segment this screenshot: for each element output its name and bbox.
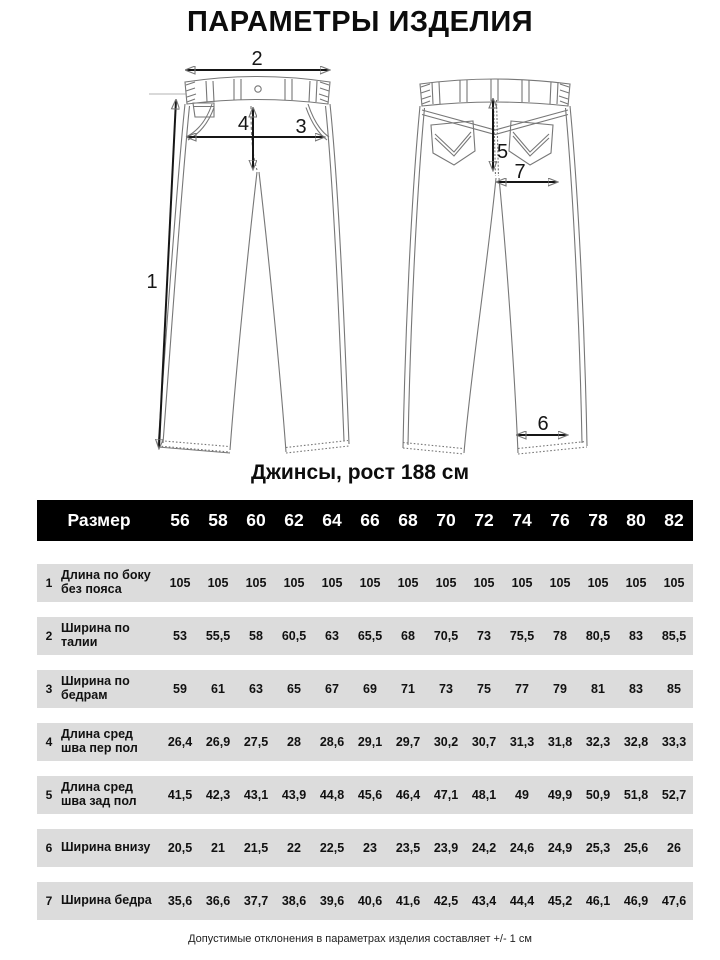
- product-caption: Джинсы, рост 188 см: [251, 461, 469, 484]
- value-cell: 44,4: [509, 894, 535, 908]
- value-cell: 43,1: [243, 788, 269, 802]
- value-cell: 69: [363, 682, 377, 696]
- value-cell: 50,9: [585, 788, 611, 802]
- value-cell: 32,3: [585, 735, 611, 749]
- value-cell: 21: [211, 841, 225, 855]
- value-cell: 75: [477, 682, 491, 696]
- size-header-label: Размер: [67, 510, 131, 530]
- size-header-74: 74: [512, 510, 532, 530]
- size-header-66: 66: [360, 510, 380, 530]
- size-header-72: 72: [474, 510, 494, 530]
- value-cell: 23,5: [395, 841, 421, 855]
- value-cell: 105: [169, 576, 191, 590]
- size-table-row-5: [37, 776, 693, 814]
- value-cell: 63: [249, 682, 263, 696]
- value-cell: 105: [511, 576, 533, 590]
- value-cell: 33,3: [661, 735, 687, 749]
- value-cell: 39,6: [319, 894, 345, 908]
- value-cell: 20,5: [167, 841, 193, 855]
- value-cell: 65,5: [357, 629, 383, 643]
- row-values: [161, 841, 693, 855]
- value-cell: 59: [173, 682, 187, 696]
- value-cell: 105: [435, 576, 457, 590]
- value-cell: 70,5: [433, 629, 459, 643]
- value-cell: 41,6: [395, 894, 421, 908]
- value-cell: 77: [515, 682, 529, 696]
- callout-front-rise: 4: [237, 113, 249, 135]
- value-cell: 60,5: [281, 629, 307, 643]
- size-header-80: 80: [626, 510, 646, 530]
- value-cell: 45,2: [547, 894, 573, 908]
- value-cell: 83: [629, 682, 643, 696]
- size-header-56: 56: [170, 510, 190, 530]
- value-cell: 23,9: [433, 841, 459, 855]
- callout-hip-width: 3: [295, 116, 307, 138]
- row-values: [161, 735, 693, 749]
- value-cell: 105: [207, 576, 229, 590]
- value-cell: 58: [249, 629, 263, 643]
- value-cell: 32,8: [623, 735, 649, 749]
- size-table-header: [37, 500, 693, 541]
- row-values: [161, 576, 693, 590]
- value-cell: 65: [287, 682, 301, 696]
- value-cell: 28,6: [319, 735, 345, 749]
- value-cell: 105: [587, 576, 609, 590]
- value-cell: 71: [401, 682, 415, 696]
- row-label: Ширина внизу: [61, 840, 151, 855]
- value-cell: 25,6: [623, 841, 649, 855]
- size-header-82: 82: [664, 510, 684, 530]
- row-number: 7: [45, 894, 53, 908]
- value-cell: 105: [397, 576, 419, 590]
- value-cell: 22: [287, 841, 301, 855]
- value-cell: 105: [321, 576, 343, 590]
- callout-hem-width: 6: [537, 413, 549, 435]
- value-cell: 36,6: [205, 894, 231, 908]
- value-cell: 24,6: [509, 841, 535, 855]
- size-header-60: 60: [246, 510, 266, 530]
- value-cell: 46,9: [623, 894, 649, 908]
- value-cell: 79: [553, 682, 567, 696]
- value-cell: 41,5: [167, 788, 193, 802]
- size-header-78: 78: [588, 510, 608, 530]
- value-cell: 55,5: [205, 629, 231, 643]
- value-cell: 46,1: [585, 894, 611, 908]
- value-cell: 68: [401, 629, 415, 643]
- value-cell: 26,9: [205, 735, 231, 749]
- size-table-row-4: [37, 723, 693, 761]
- value-cell: 49,9: [547, 788, 573, 802]
- row-label: Длина сред шва пер пол: [61, 727, 138, 755]
- value-cell: 22,5: [319, 841, 345, 855]
- value-cell: 40,6: [357, 894, 383, 908]
- value-cell: 105: [549, 576, 571, 590]
- page-title: ПАРАМЕТРЫ ИЗДЕЛИЯ: [186, 6, 534, 38]
- row-label: Ширина по бедрам: [61, 674, 130, 702]
- value-cell: 83: [629, 629, 643, 643]
- row-number: 1: [45, 576, 53, 590]
- row-number: 6: [45, 841, 53, 855]
- size-header-58: 58: [208, 510, 228, 530]
- value-cell: 105: [359, 576, 381, 590]
- value-cell: 30,2: [433, 735, 459, 749]
- value-cell: 53: [173, 629, 187, 643]
- value-cell: 73: [439, 682, 453, 696]
- jeans-back-view: [403, 79, 587, 454]
- value-cell: 31,8: [547, 735, 573, 749]
- value-cell: 105: [245, 576, 267, 590]
- value-cell: 48,1: [471, 788, 497, 802]
- size-header-64: 64: [322, 510, 342, 530]
- value-cell: 21,5: [243, 841, 269, 855]
- row-values: [161, 894, 693, 908]
- value-cell: 29,7: [395, 735, 421, 749]
- value-cell: 46,4: [395, 788, 421, 802]
- size-table-row-3: [37, 670, 693, 708]
- value-cell: 47,6: [661, 894, 687, 908]
- value-cell: 42,3: [205, 788, 231, 802]
- value-cell: 51,8: [623, 788, 649, 802]
- row-values: [161, 682, 693, 696]
- row-label: Ширина по талии: [61, 621, 130, 649]
- size-table-body: [37, 564, 693, 920]
- size-table-row-7: [37, 882, 693, 920]
- value-cell: 26: [667, 841, 681, 855]
- value-cell: 25,3: [585, 841, 611, 855]
- size-header-columns: [161, 510, 693, 531]
- size-table-row-1: [37, 564, 693, 602]
- jeans-measurement-diagram: [0, 50, 720, 460]
- value-cell: 52,7: [661, 788, 687, 802]
- size-header-62: 62: [284, 510, 304, 530]
- value-cell: 45,6: [357, 788, 383, 802]
- size-table-row-2: [37, 617, 693, 655]
- row-number: 4: [45, 735, 53, 749]
- value-cell: 67: [325, 682, 339, 696]
- size-header-68: 68: [398, 510, 418, 530]
- value-cell: 38,6: [281, 894, 307, 908]
- tolerance-note: Допустимые отклонения в параметрах изделия составляет +/- 1 см: [188, 933, 532, 945]
- value-cell: 23: [363, 841, 377, 855]
- value-cell: 78: [553, 629, 567, 643]
- row-number: 2: [45, 629, 53, 643]
- value-cell: 43,9: [281, 788, 307, 802]
- value-cell: 85,5: [661, 629, 687, 643]
- value-cell: 49: [515, 788, 529, 802]
- value-cell: 47,1: [433, 788, 459, 802]
- size-header-70: 70: [436, 510, 456, 530]
- value-cell: 105: [625, 576, 647, 590]
- row-number: 3: [45, 682, 53, 696]
- callout-back-rise: 5: [497, 141, 509, 163]
- value-cell: 75,5: [509, 629, 535, 643]
- value-cell: 61: [211, 682, 225, 696]
- row-values: [161, 788, 693, 802]
- value-cell: 105: [473, 576, 495, 590]
- row-label: Ширина бедра: [61, 893, 152, 908]
- value-cell: 44,8: [319, 788, 345, 802]
- row-label: Длина сред шва зад пол: [61, 780, 137, 808]
- value-cell: 63: [325, 629, 339, 643]
- callout-side-length: 1: [146, 271, 158, 293]
- row-label: Длина по боку без пояса: [61, 568, 151, 596]
- value-cell: 43,4: [471, 894, 497, 908]
- value-cell: 26,4: [167, 735, 193, 749]
- value-cell: 105: [283, 576, 305, 590]
- value-cell: 105: [663, 576, 685, 590]
- value-cell: 81: [591, 682, 605, 696]
- value-cell: 24,2: [471, 841, 497, 855]
- row-number: 5: [45, 788, 53, 802]
- size-table-row-6: [37, 829, 693, 867]
- value-cell: 30,7: [471, 735, 497, 749]
- value-cell: 24,9: [547, 841, 573, 855]
- callout-waist-width: 2: [251, 50, 263, 70]
- value-cell: 42,5: [433, 894, 459, 908]
- value-cell: 27,5: [243, 735, 269, 749]
- size-table: [37, 500, 693, 920]
- row-values: [161, 629, 693, 643]
- value-cell: 31,3: [509, 735, 535, 749]
- value-cell: 37,7: [243, 894, 269, 908]
- value-cell: 73: [477, 629, 491, 643]
- value-cell: 28: [287, 735, 301, 749]
- value-cell: 85: [667, 682, 681, 696]
- value-cell: 80,5: [585, 629, 611, 643]
- value-cell: 35,6: [167, 894, 193, 908]
- callout-thigh-width: 7: [514, 161, 526, 183]
- value-cell: 29,1: [357, 735, 383, 749]
- size-header-76: 76: [550, 510, 570, 530]
